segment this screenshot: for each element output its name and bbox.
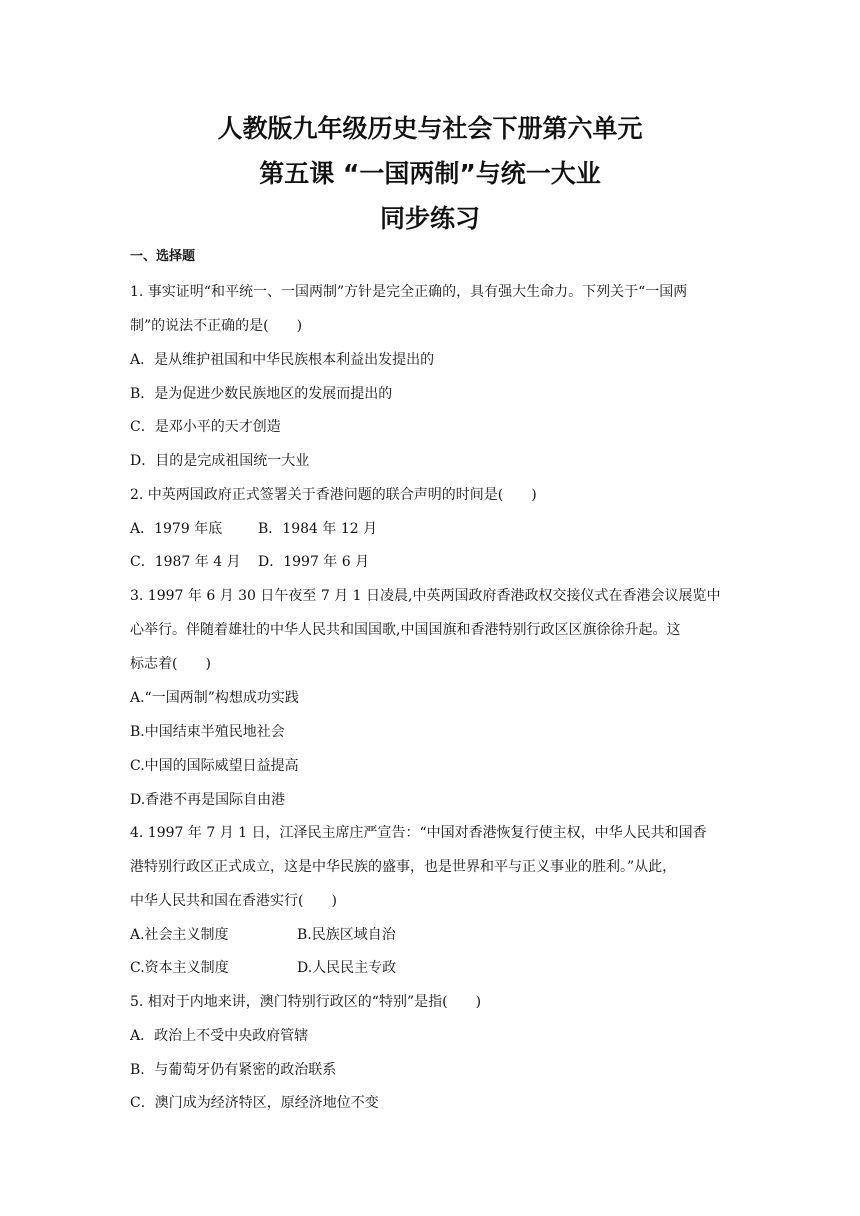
question-5-stem: 5. 相对于内地来讲，澳门特别行政区的“特别”是指( ): [130, 994, 482, 1010]
question-3-stem-line-1: 3. 1997 年 6 月 30 日午夜至 7 月 1 日凌晨,中英两国政府香港政权交接仪式在香港会议展览中: [130, 588, 721, 604]
question-3-option-a: A.“一国两制”构想成功实践: [130, 690, 299, 706]
question-4-stem-line-1: 4. 1997 年 7 月 1 日，江泽民主席庄严宣告：“中国对香港恢复行使主权，中华人民共和国香: [130, 825, 707, 841]
question-2-option-a: A．1979 年底: [130, 521, 223, 537]
title-line-3: 同步练习: [379, 204, 480, 233]
question-5-option-a: A．政治上不受中央政府管辖: [130, 1028, 309, 1044]
section-heading: 一、选择题: [130, 249, 196, 264]
question-4-option-c: C.资本主义制度: [130, 960, 229, 976]
question-5-option-c: C．澳门成为经济特区，原经济地位不变: [130, 1095, 379, 1111]
question-3-option-d: D.香港不再是国际自由港: [130, 792, 286, 808]
question-3-stem-line-3: 标志着( ): [130, 656, 211, 672]
question-1-stem-line-1: 1. 事实证明“和平统一、一国两制”方针是完全正确的，具有强大生命力。下列关于“一国两: [130, 284, 688, 300]
question-1-option-b: B．是为促进少数民族地区的发展而提出的: [130, 386, 393, 402]
question-4-options-row-2: [130, 958, 740, 978]
question-1-option-a: A．是从维护祖国和中华民族根本利益出发提出的: [130, 352, 435, 368]
question-2-options-row-1: [130, 519, 740, 539]
question-4-stem-line-3: 中华人民共和国在香港实行( ): [130, 893, 337, 909]
question-2-option-d: D．1997 年 6 月: [258, 554, 370, 570]
question-3-option-b: B.中国结束半殖民地社会: [130, 724, 285, 740]
question-1-stem-line-2: 制”的说法不正确的是( ): [130, 318, 303, 334]
question-4-option-a: A.社会主义制度: [130, 927, 229, 943]
question-1-option-c: C．是邓小平的天才创造: [130, 419, 281, 435]
title-line-2: 第五课 “一国两制”与统一大业: [259, 159, 601, 188]
question-3-stem-line-2: 心举行。伴随着雄壮的中华人民共和国国歌,中国国旗和香港特别行政区区旗徐徐升起。这: [130, 622, 681, 638]
question-3-option-c: C.中国的国际威望日益提高: [130, 758, 299, 774]
question-4-options-row-1: [130, 925, 740, 945]
question-4-option-d: D.人民民主专政: [297, 960, 397, 976]
question-4-stem-line-2: 港特别行政区正式成立，这是中华民族的盛事，也是世界和平与正义事业的胜利。”从此，: [130, 859, 677, 875]
question-1-option-d: D．目的是完成祖国统一大业: [130, 453, 310, 469]
question-5-option-b: B．与葡萄牙仍有紧密的政治联系: [130, 1062, 337, 1078]
question-2-stem: 2. 中英两国政府正式签署关于香港问题的联合声明的时间是( ): [130, 487, 537, 503]
question-2-options-row-2: [130, 552, 740, 572]
question-2-option-b: B．1984 年 12 月: [258, 521, 378, 537]
question-2-option-c: C．1987 年 4 月: [130, 554, 241, 570]
title-line-1: 人教版九年级历史与社会下册第六单元: [217, 114, 643, 143]
question-4-option-b: B.民族区域自治: [297, 927, 396, 943]
